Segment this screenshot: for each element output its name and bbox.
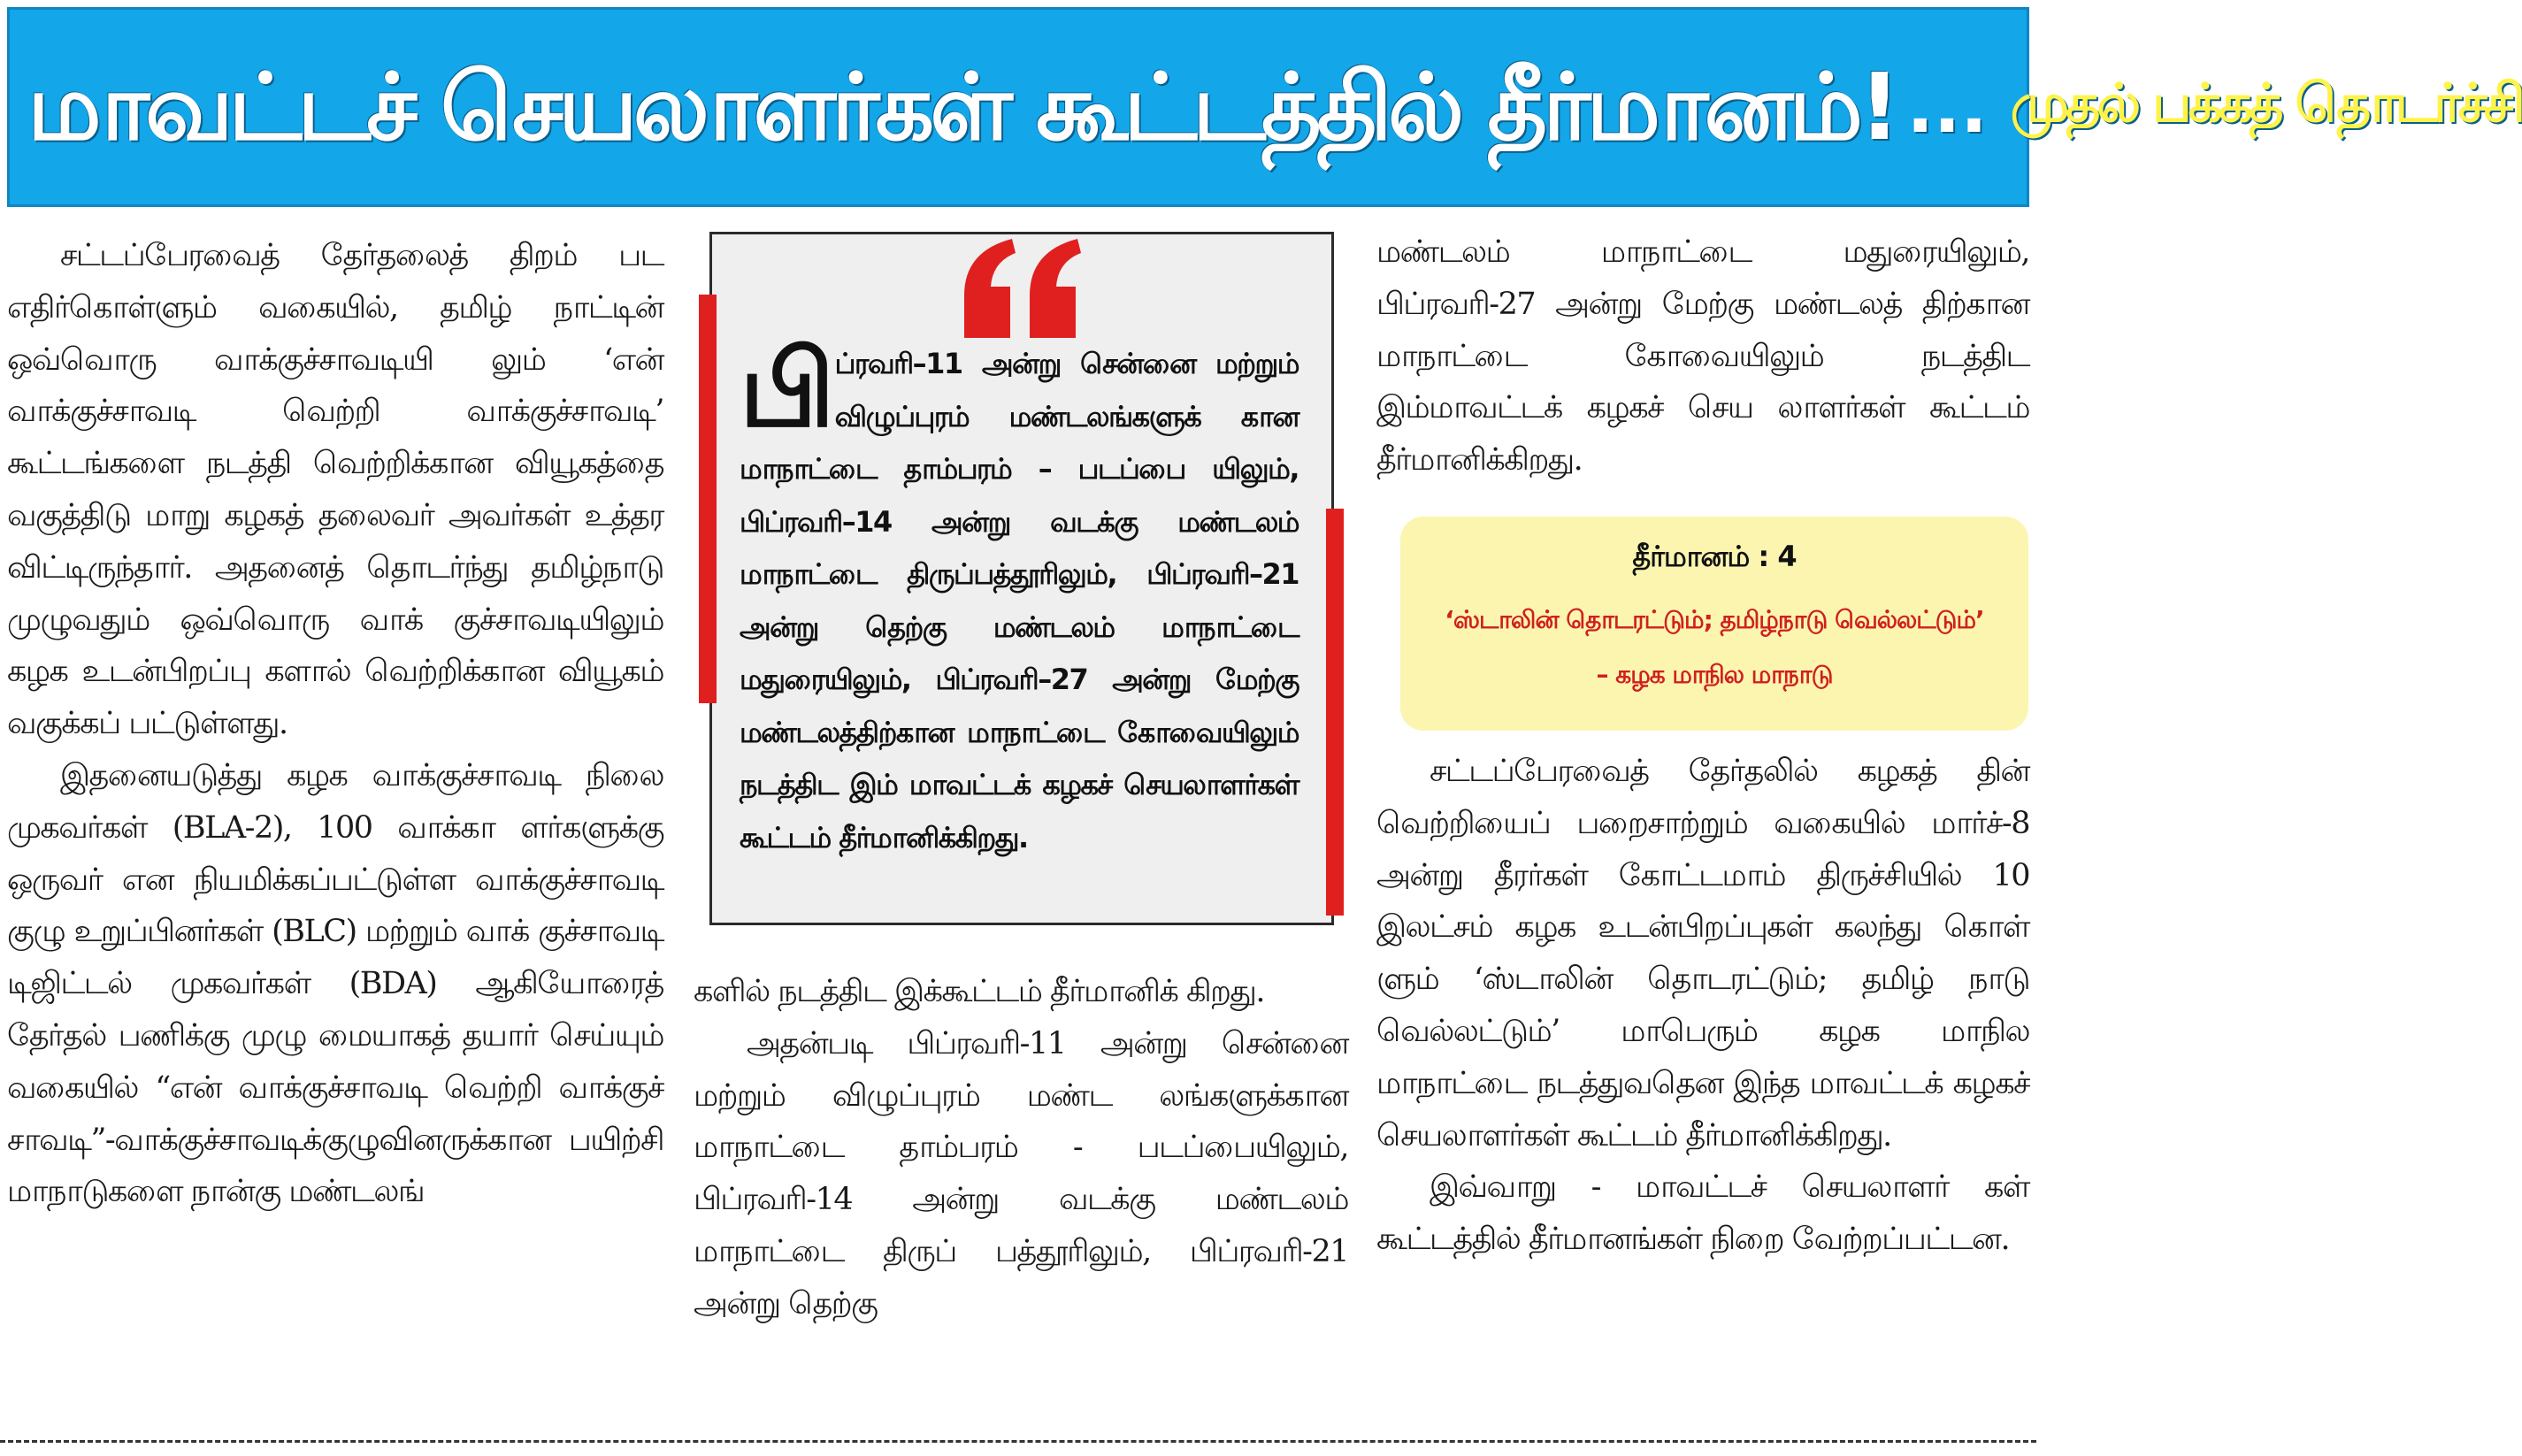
article-column-right-top <box>1376 226 2029 487</box>
pull-quote-accent-bar-left <box>699 295 717 703</box>
headline-banner <box>7 7 2522 207</box>
article-paragraph: இவ்வாறு - மாவட்டச் செயலாளர் கள் கூட்டத்தில் தீர்மானங்கள் நிறை வேற்றப்பட்டன. <box>1376 1169 2029 1258</box>
resolution-callout <box>1400 517 2028 731</box>
pull-quote-text <box>740 328 1299 864</box>
article-paragraph: அதன்படி பிப்ரவரி-11 அன்று சென்னை மற்றும் விழுப்புரம் மண்ட லங்களுக்கான மாநாட்டை தாம்பரம் - படப்பையிலும், பிப்ரவரி-14 அன்று வடக்கு மண்டலம் மாநாட்டை திருப் பத்தூரிலும், பிப்ரவரி-21 அன்று தெற்கு <box>694 1025 1348 1322</box>
quote-mark-icon <box>954 232 1086 347</box>
resolution-event: – கழக மாநில மாநாடு <box>1596 660 1833 689</box>
article-paragraph: சட்டப்பேரவைத் தேர்தலைத் திறம் பட எதிர்கொள்ளும் வகையில், தமிழ் நாட்டின் ஒவ்வொரு வாக்குச்சாவடியி லும் ‘என் வாக்குச்சாவடி வெற்றி வாக்குச்சாவடி’ கூட்டங்களை நடத்தி வெற்றிக்கான வியூகத்தை வகுத்திடு மாறு கழகத் தலைவர் அவர்கள் உத்தர விட்டிருந்தார். அதனைத் தொடர்ந்து தமிழ்நாடு முழுவதும் ஒவ்வொரு வாக் குச்சாவடியிலும் கழக உடன்பிறப்பு களால் வெற்றிக்கான வியூகம் வகுக்கப் பட்டுள்ளது. <box>7 238 663 742</box>
drop-cap: பி <box>740 328 830 450</box>
headline-title: மாவட்டச் செயலாளர்கள் கூட்டத்தில் தீர்மானம்! <box>27 53 1897 161</box>
headline-ellipsis: ... <box>1906 65 1988 149</box>
resolution-slogan: ‘ஸ்டாலின் தொடரட்டும்; தமிழ்நாடு வெல்லட்டும்’ <box>1445 605 1984 634</box>
continuation-label: முதல் பக்கத் தொடர்ச்சி <box>2010 73 2522 134</box>
article-column-middle <box>694 966 1348 1330</box>
article-column-left <box>7 230 663 1218</box>
article-paragraph: களில் நடத்திட இக்கூட்டம் தீர்மானிக் கிறது. <box>694 974 1264 1009</box>
pull-quote-body: ப்ரவரி–11 அன்று சென்னை மற்றும் விழுப்புரம் மண்டலங்களுக் கான மாநாட்டை தாம்பரம் – படப்பை யிலும், பிப்ரவரி–14 அன்று வடக்கு மண்டலம் மாநாட்டை திருப்பத்தூரிலும், பிப்ரவரி–21 அன்று தெற்கு மண்டலம் மாநாட்டை மதுரையிலும், பிப்ரவரி–27 அன்று மேற்கு மண்டலத்திற்கான மாநாட்டை கோவையிலும் நடத்திட இம் மாவட்டக் கழகச் செயலாளர்கள் கூட்டம் தீர்மானிக்கிறது. <box>740 347 1299 854</box>
article-paragraph: இதனையடுத்து கழக வாக்குச்சாவடி நிலை முகவர்கள் (BLA-2), 100 வாக்கா ளர்களுக்கு ஒருவர் என நியமிக்கப்பட்டுள்ள வாக்குச்சாவடி குழு உறுப்பினர்கள் (BLC) மற்றும் வாக் குச்சாவடி டிஜிட்டல் முகவர்கள் (BDA) ஆகியோரைத் தேர்தல் பணிக்கு முழு மையாகத் தயார் செய்யும் வகையில் “என் வாக்குச்சாவடி வெற்றி வாக்குச் சாவடி”-வாக்குச்சாவடிக்குழுவினருக்கான பயிற்சி மாநாடுகளை நான்கு மண்டலங் <box>7 757 663 1210</box>
pull-quote-accent-bar-right <box>1326 509 1344 916</box>
bottom-divider <box>0 1440 2036 1443</box>
article-column-right-bottom <box>1376 746 2029 1266</box>
article-paragraph: மண்டலம் மாநாட்டை மதுரையிலும், பிப்ரவரி-27 அன்று மேற்கு மண்டலத் திற்கான மாநாட்டை கோவையிலும் நடத்திட இம்மாவட்டக் கழகச் செய லாளர்கள் கூட்டம் தீர்மானிக்கிறது. <box>1376 234 2029 479</box>
article-paragraph: சட்டப்பேரவைத் தேர்தலில் கழகத் தின் வெற்றியைப் பறைசாற்றும் வகையில் மார்ச்-8 அன்று தீரர்கள் கோட்டமாம் திருச்சியில் 10 இலட்சம் கழக உடன்பிறப்புகள் கலந்து கொள் ளும் ‘ஸ்டாலின் தொடரட்டும்; தமிழ் நாடு வெல்லட்டும்’ மாபெரும் கழக மாநில மாநாட்டை நடத்துவதென இந்த மாவட்டக் கழகச் செயலாளர்கள் கூட்டம் தீர்மானிக்கிறது. <box>1376 754 2029 1153</box>
resolution-heading: தீர்மானம் : 4 <box>1632 540 1797 573</box>
